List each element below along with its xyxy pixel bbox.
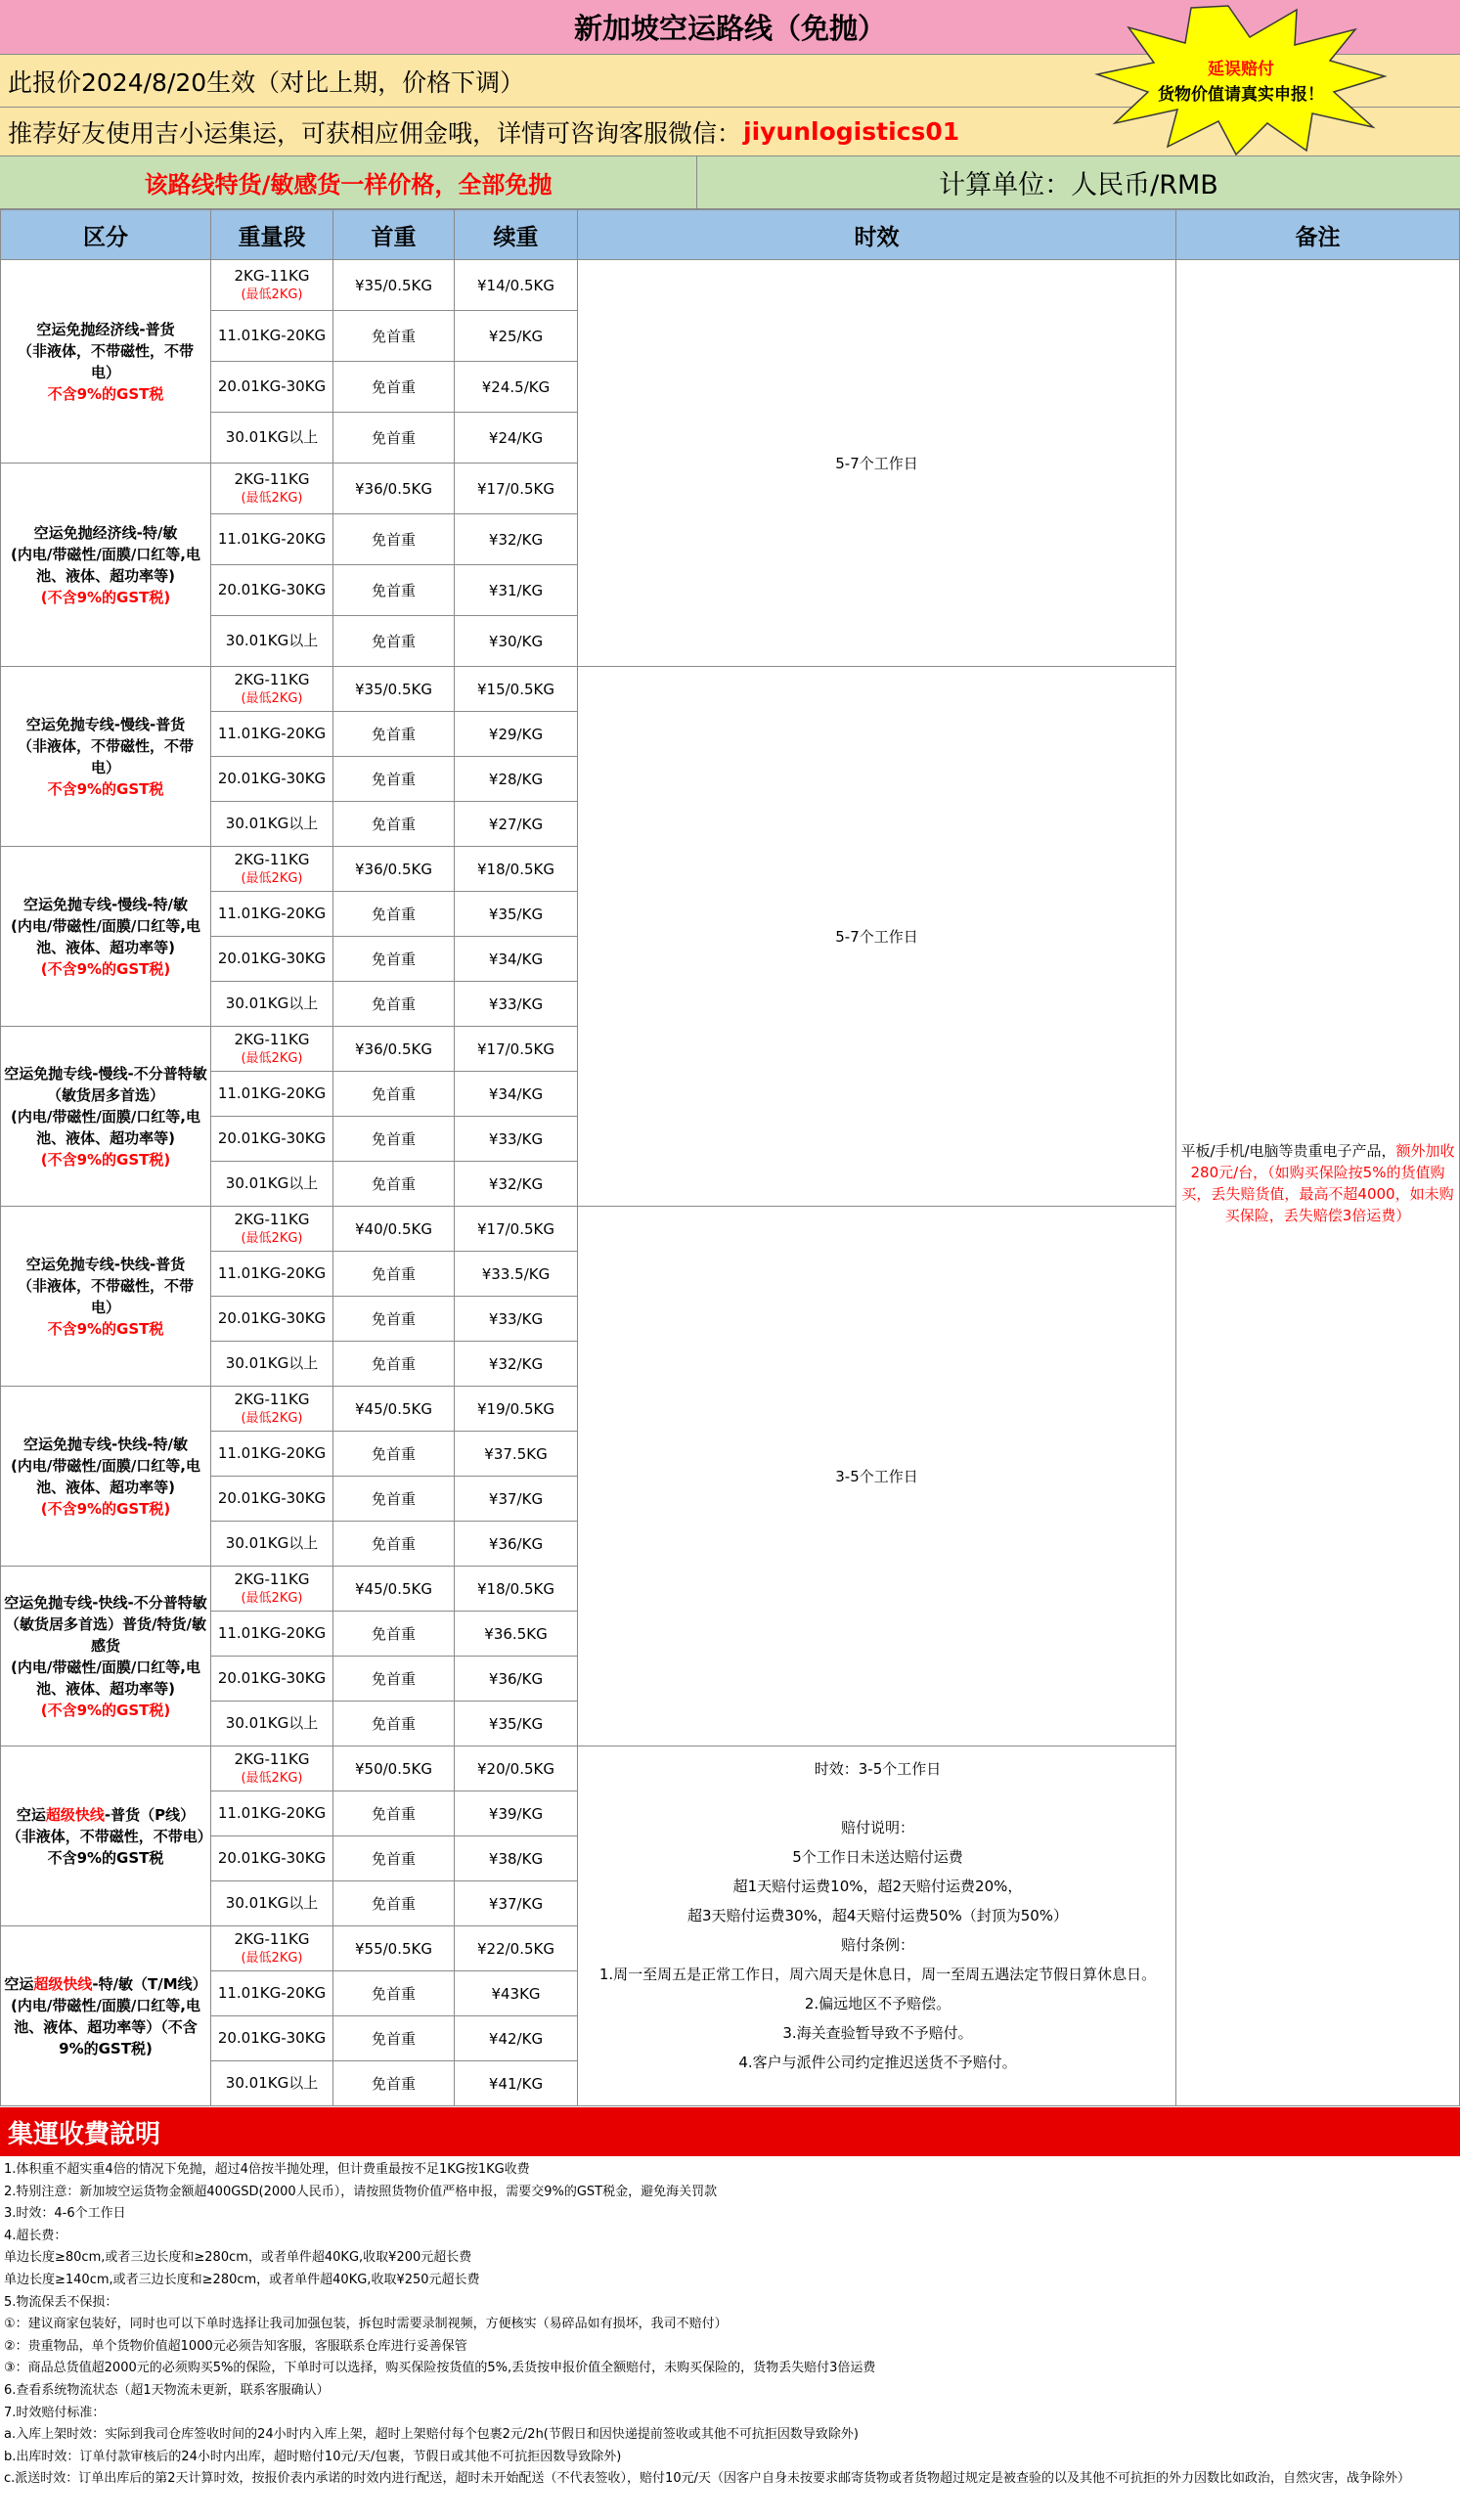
continued-weight-price: ¥14/0.5KG [455, 260, 578, 311]
compensation-note-line: 超1天赔付运费10%，超2天赔付运费20%， [732, 1878, 1023, 1895]
min-weight-note: (最低2KG) [241, 870, 303, 886]
column-header: 区分 [1, 210, 211, 260]
weight-tier: 30.01KG以上 [225, 632, 319, 649]
compensation-note-line: 赔付条例： [840, 1936, 914, 1954]
weight-tier-cell [211, 1567, 333, 1612]
remark-surcharge: 额外加收280元/台，（如购买保险按5%的货值购买，丢失赔货值，最高不超4000，如未购买保险，丢失赔偿3倍运费） [1181, 1141, 1455, 1224]
weight-tier: 2KG-11KG [234, 1030, 310, 1048]
continued-weight-price: ¥17/0.5KG [455, 1207, 578, 1252]
weight-tier-cell [211, 1971, 333, 2016]
continued-weight-price: ¥19/0.5KG [455, 1387, 578, 1432]
min-weight-note: (最低2KG) [241, 1050, 303, 1066]
weight-tier-cell [211, 667, 333, 712]
first-weight-price: 免首重 [333, 1881, 455, 1926]
weight-tier-cell [211, 982, 333, 1027]
first-weight-price: ¥40/0.5KG [333, 1207, 455, 1252]
column-header: 首重 [333, 210, 455, 260]
first-weight-price: 免首重 [333, 2016, 455, 2061]
min-weight-note: (最低2KG) [241, 1230, 303, 1246]
collection-note-line: ①：建议商家包装好，同时也可以下单时选择让我司加强包装，拆包时需要录制视频，方便核实（易碎品如有损坏，我司不赔付） [4, 2317, 728, 2332]
referral-text: 推荐好友使用吉小运集运，可获相应佣金哦，详情可咨询客服微信： [8, 118, 742, 148]
collection-note-line: ③：商品总货值超2000元的必须购买5%的保险，下单时可以选择，购买保险按货值的5%,丢货按申报价值全额赔付，未购买保险的，货物丢失赔付3倍运费 [4, 2361, 876, 2376]
continued-weight-price: ¥17/0.5KG [455, 1027, 578, 1072]
compensation-note-line: 2.偏远地区不予赔偿。 [804, 1995, 951, 2012]
first-weight-price: 免首重 [333, 1836, 455, 1881]
tax-note: 不含9%的GST税 [47, 1319, 164, 1338]
continued-weight-price: ¥35/KG [455, 892, 578, 937]
weight-tier: 11.01KG-20KG [217, 530, 327, 548]
route-scope: (内电/带磁性/面膜/口红等,电池、液体、超功率等）（不含9%的GST税) [11, 1996, 200, 2057]
first-weight-price: 免首重 [333, 712, 455, 757]
continued-weight-price: ¥24.5/KG [455, 362, 578, 413]
tax-note: (不含9%的GST税) [40, 1499, 171, 1518]
weight-tier-cell [211, 1207, 333, 1252]
weight-tier: 20.01KG-30KG [217, 1129, 327, 1147]
route-scope: （非液体，不带磁性，不带电） [17, 736, 194, 776]
weight-tier-cell [211, 616, 333, 667]
first-weight-price: ¥50/0.5KG [333, 1746, 455, 1791]
min-weight-note: (最低2KG) [241, 1590, 303, 1606]
continued-weight-price: ¥43KG [455, 1971, 578, 2016]
rate-table [0, 209, 1460, 2106]
collection-note-line: a.入库上架时效：实际到我司仓库签收时间的24小时内入库上架，超时上架赔付每个包裹2元/2h(节假日和因快递提前签收或其他不可抗拒因数导致除外) [4, 2427, 859, 2443]
weight-tier: 20.01KG-30KG [217, 377, 327, 395]
continued-weight-price: ¥37/KG [455, 1477, 578, 1522]
weight-tier: 11.01KG-20KG [217, 1984, 327, 2002]
first-weight-price: ¥36/0.5KG [333, 847, 455, 892]
same-price-notice: 该路线特货/敏感货一样价格，全部免抛 [0, 156, 697, 208]
page-title: 新加坡空运路线（免抛） [0, 0, 1460, 55]
continued-weight-price: ¥34/KG [455, 1072, 578, 1117]
weight-tier: 2KG-11KG [234, 670, 310, 688]
weight-tier: 2KG-11KG [234, 1749, 310, 1768]
weight-tier: 2KG-11KG [234, 266, 310, 285]
weight-tier-cell [211, 1926, 333, 1971]
collection-notes [0, 2156, 1460, 2520]
continued-weight-price: ¥37.5KG [455, 1432, 578, 1477]
transit-time: 5-7个工作日 [578, 260, 1176, 667]
route-name-prefix: 空运 [4, 1974, 34, 1993]
first-weight-price: ¥36/0.5KG [333, 464, 455, 514]
weight-tier-cell [211, 1791, 333, 1836]
weight-tier-cell [211, 464, 333, 514]
tax-note: (不含9%的GST税) [40, 588, 171, 606]
weight-tier: 30.01KG以上 [225, 1354, 319, 1372]
weight-tier: 11.01KG-20KG [217, 327, 327, 344]
continued-weight-price: ¥39/KG [455, 1791, 578, 1836]
first-weight-price: 免首重 [333, 1342, 455, 1387]
route-cell [1, 847, 211, 1027]
route-cell [1, 1207, 211, 1387]
weight-tier: 2KG-11KG [234, 1390, 310, 1408]
weight-tier-cell [211, 311, 333, 362]
weight-tier-cell [211, 1881, 333, 1926]
first-weight-price: 免首重 [333, 2061, 455, 2106]
first-weight-price: 免首重 [333, 1971, 455, 2016]
continued-weight-price: ¥42/KG [455, 2016, 578, 2061]
weight-tier: 20.01KG-30KG [217, 1849, 327, 1867]
route-cell [1, 1746, 211, 1926]
route-name-suffix: -普货（P线） [104, 1805, 196, 1824]
collection-note-line: 3.时效：4-6个工作日 [4, 2206, 126, 2222]
weight-tier: 2KG-11KG [234, 1210, 310, 1228]
transit-time: 3-5个工作日 [578, 1207, 1176, 1746]
weight-tier-cell [211, 1027, 333, 1072]
route-name: 空运免抛专线-快线-普货 [25, 1255, 186, 1273]
table-row [1, 260, 1460, 311]
route-name-prefix: 空运 [16, 1805, 46, 1824]
continued-weight-price: ¥35/KG [455, 1702, 578, 1746]
weight-tier: 30.01KG以上 [225, 2074, 319, 2092]
weight-tier-cell [211, 1117, 333, 1162]
continued-weight-price: ¥31/KG [455, 565, 578, 616]
weight-tier-cell [211, 1252, 333, 1297]
weight-tier: 30.01KG以上 [225, 428, 319, 446]
weight-tier-cell [211, 1297, 333, 1342]
weight-tier: 11.01KG-20KG [217, 1804, 327, 1822]
route-scope: (内电/带磁性/面膜/口红等,电池、液体、超功率等) [11, 916, 200, 956]
tax-note: (不含9%的GST税) [40, 1701, 171, 1719]
route-name: 空运免抛专线-慢线-不分普特敏（敏货居多首选） [4, 1064, 207, 1104]
table-header-row [1, 210, 1460, 260]
continued-weight-price: ¥36/KG [455, 1522, 578, 1567]
route-cell [1, 1387, 211, 1567]
weight-tier-cell [211, 1477, 333, 1522]
route-scope: (内电/带磁性/面膜/口红等,电池、液体、超功率等) [11, 1658, 200, 1698]
weight-tier-cell [211, 1612, 333, 1657]
weight-tier: 30.01KG以上 [225, 1714, 319, 1732]
collection-note-line: c.派送时效：订单出库后的第2天计算时效，按报价表内承诺的时效内进行配送，超时未开始配送（不代表签收），赔付10元/天（因客户自身未按要求邮寄货物或者货物超过规定是被查验的以及其他不可抗拒的外力因数比如政治，自然灾害，战争除外） [4, 2471, 1410, 2487]
weight-tier-cell [211, 362, 333, 413]
continued-weight-price: ¥28/KG [455, 757, 578, 802]
min-weight-note: (最低2KG) [241, 1950, 303, 1966]
compensation-note-line: 4.客户与派件公司约定推迟送货不予赔付。 [738, 2054, 1017, 2071]
weight-tier-cell [211, 892, 333, 937]
route-cell [1, 260, 211, 464]
route-cell [1, 464, 211, 667]
weight-tier-cell [211, 413, 333, 464]
collection-note-line: 7.时效赔付标准： [4, 2405, 106, 2420]
compensation-note-line: 赔付说明： [840, 1819, 914, 1836]
weight-tier: 20.01KG-30KG [217, 770, 327, 787]
first-weight-price: 免首重 [333, 1297, 455, 1342]
weight-tier: 30.01KG以上 [225, 1534, 319, 1552]
column-header: 续重 [455, 210, 578, 260]
column-header: 重量段 [211, 210, 333, 260]
continued-weight-price: ¥32/KG [455, 514, 578, 565]
first-weight-price: ¥45/0.5KG [333, 1387, 455, 1432]
min-weight-note: (最低2KG) [241, 490, 303, 506]
continued-weight-price: ¥17/0.5KG [455, 464, 578, 514]
weight-tier-cell [211, 757, 333, 802]
weight-tier-cell [211, 1522, 333, 1567]
continued-weight-price: ¥36.5KG [455, 1612, 578, 1657]
weight-tier-cell [211, 1072, 333, 1117]
min-weight-note: (最低2KG) [241, 287, 303, 302]
collection-note-line: 单边长度≥80cm,或者三边长度和≥280cm，或者单件超40KG,收取¥200元超长费 [4, 2250, 472, 2266]
weight-tier: 2KG-11KG [234, 469, 310, 488]
notice-bar [0, 156, 1460, 209]
weight-tier-cell [211, 565, 333, 616]
collection-note-line: 2.特别注意：新加坡空运货物金额超400GSD(2000人民币），请按照货物价值严格申报，需要交9%的GST税金，避免海关罚款 [4, 2184, 718, 2199]
first-weight-price: 免首重 [333, 1477, 455, 1522]
delay-compensation-label: 延误赔付 [1208, 60, 1274, 79]
route-cell [1, 667, 211, 847]
route-scope: （非液体，不带磁性，不带电）不含9%的GST税 [6, 1827, 205, 1867]
weight-tier-cell [211, 1702, 333, 1746]
first-weight-price: 免首重 [333, 1612, 455, 1657]
continued-weight-price: ¥33/KG [455, 1117, 578, 1162]
route-cell [1, 1926, 211, 2106]
first-weight-price: 免首重 [333, 982, 455, 1027]
weight-tier-cell [211, 802, 333, 847]
continued-weight-price: ¥18/0.5KG [455, 1567, 578, 1612]
first-weight-price: 免首重 [333, 1252, 455, 1297]
weight-tier: 11.01KG-20KG [217, 905, 327, 922]
weight-tier: 20.01KG-30KG [217, 1309, 327, 1327]
first-weight-price: 免首重 [333, 892, 455, 937]
remark-text: 平板/手机/电脑等贵重电子产品， [1180, 1141, 1396, 1160]
route-scope: (内电/带磁性/面膜/口红等,电池、液体、超功率等) [11, 1107, 200, 1147]
column-header: 时效 [578, 210, 1176, 260]
route-name: 空运免抛专线-快线-不分普特敏（敏货居多首选）普货/特货/敏感货 [4, 1593, 207, 1655]
continued-weight-price: ¥24/KG [455, 413, 578, 464]
weight-tier: 11.01KG-20KG [217, 1444, 327, 1462]
weight-tier-cell [211, 1657, 333, 1702]
first-weight-price: 免首重 [333, 757, 455, 802]
tax-note: 不含9%的GST税 [47, 779, 164, 798]
continued-weight-price: ¥33/KG [455, 1297, 578, 1342]
wechat-id: jiyunlogistics01 [743, 117, 960, 146]
continued-weight-price: ¥32/KG [455, 1342, 578, 1387]
effective-date-text: 此报价2024/8/20生效（对比上期，价格下调） [8, 67, 525, 97]
first-weight-price: 免首重 [333, 802, 455, 847]
route-name: 空运免抛专线-慢线-特/敏 [23, 895, 188, 913]
compensation-note-line [582, 1784, 1173, 1813]
route-scope: （非液体，不带磁性，不带电） [17, 341, 194, 381]
collection-note-line: 6.查看系统物流状态（超1天物流未更新，联系客服确认） [4, 2382, 330, 2398]
weight-tier: 11.01KG-20KG [217, 1624, 327, 1642]
compensation-note-line: 1.周一至周五是正常工作日，周六周天是休息日，周一至周五遇法定节假日算休息日。 [598, 1966, 1157, 1983]
collection-note-line: b.出库时效：订单付款审核后的24小时内出库，超时赔付10元/天/包裹，节假日或其他不可抗拒因数导致除外) [4, 2449, 622, 2464]
weight-tier-cell [211, 712, 333, 757]
compensation-note-line: 3.海关查验暂导致不予赔付。 [782, 2024, 973, 2042]
route-cell [1, 1567, 211, 1746]
weight-tier: 30.01KG以上 [225, 1894, 319, 1912]
first-weight-price: ¥55/0.5KG [333, 1926, 455, 1971]
route-name: 空运免抛经济线-普货 [36, 320, 175, 338]
route-name: 空运免抛专线-慢线-普货 [25, 715, 186, 733]
collection-title: 集運收費說明 [0, 2107, 1460, 2156]
collection-note-line: ②：贵重物品，单个货物价值超1000元必须告知客服，客服联系仓库进行妥善保管 [4, 2338, 467, 2354]
continued-weight-price: ¥22/0.5KG [455, 1926, 578, 1971]
first-weight-price: ¥36/0.5KG [333, 1027, 455, 1072]
transit-time: 5-7个工作日 [578, 667, 1176, 1207]
route-name-highlight: 超级快线 [45, 1805, 105, 1824]
weight-tier: 20.01KG-30KG [217, 2029, 327, 2047]
weight-tier: 2KG-11KG [234, 1929, 310, 1948]
first-weight-price: 免首重 [333, 362, 455, 413]
column-header: 备注 [1176, 210, 1460, 260]
continued-weight-price: ¥37/KG [455, 1881, 578, 1926]
weight-tier-cell [211, 1746, 333, 1791]
tax-note: 不含9%的GST税 [47, 384, 164, 403]
weight-tier-cell [211, 514, 333, 565]
continued-weight-price: ¥33/KG [455, 982, 578, 1027]
weight-tier: 11.01KG-20KG [217, 1084, 327, 1102]
route-name-suffix: -特/敏（T/M线） [92, 1974, 207, 1993]
first-weight-price: 免首重 [333, 311, 455, 362]
starburst-text [1093, 57, 1389, 108]
first-weight-price: 免首重 [333, 565, 455, 616]
route-scope: （非液体，不带磁性，不带电） [17, 1276, 194, 1316]
continued-weight-price: ¥38/KG [455, 1836, 578, 1881]
route-scope: (内电/带磁性/面膜/口红等,电池、液体、超功率等) [11, 545, 200, 585]
first-weight-price: 免首重 [333, 1072, 455, 1117]
first-weight-price: 免首重 [333, 937, 455, 982]
weight-tier-cell [211, 2061, 333, 2106]
weight-tier-cell [211, 1836, 333, 1881]
tax-note: (不含9%的GST税) [40, 1150, 171, 1169]
first-weight-price: 免首重 [333, 1702, 455, 1746]
first-weight-price: 免首重 [333, 1791, 455, 1836]
weight-tier: 20.01KG-30KG [217, 1489, 327, 1507]
route-scope: (内电/带磁性/面膜/口红等,电池、液体、超功率等) [11, 1456, 200, 1496]
min-weight-note: (最低2KG) [241, 1770, 303, 1786]
first-weight-price: 免首重 [333, 1162, 455, 1207]
continued-weight-price: ¥20/0.5KG [455, 1746, 578, 1791]
continued-weight-price: ¥15/0.5KG [455, 667, 578, 712]
weight-tier: 20.01KG-30KG [217, 950, 327, 967]
currency-unit: 计算单位：人民币/RMB [939, 170, 1218, 200]
weight-tier: 11.01KG-20KG [217, 1264, 327, 1282]
first-weight-price: ¥45/0.5KG [333, 1567, 455, 1612]
continued-weight-price: ¥25/KG [455, 311, 578, 362]
compensation-note-line: 超3天赔付运费30%，超4天赔付运费50%（封顶为50%） [686, 1907, 1069, 1924]
weight-tier: 11.01KG-20KG [217, 725, 327, 742]
min-weight-note: (最低2KG) [241, 1410, 303, 1426]
weight-tier: 2KG-11KG [234, 850, 310, 868]
first-weight-price: 免首重 [333, 1522, 455, 1567]
first-weight-price: 免首重 [333, 1432, 455, 1477]
weight-tier-cell [211, 1387, 333, 1432]
weight-tier-cell [211, 937, 333, 982]
declare-value-label: 货物价值请真实申报！ [1158, 85, 1324, 105]
remark-cell [1176, 260, 1460, 2106]
first-weight-price: 免首重 [333, 514, 455, 565]
route-name: 空运免抛经济线-特/敏 [33, 523, 178, 542]
weight-tier: 2KG-11KG [234, 1569, 310, 1588]
weight-tier-cell [211, 260, 333, 311]
weight-tier-cell [211, 1342, 333, 1387]
first-weight-price: ¥35/0.5KG [333, 260, 455, 311]
route-cell [1, 1027, 211, 1207]
weight-tier: 30.01KG以上 [225, 815, 319, 832]
collection-note-line: 单边长度≥140cm,或者三边长度和≥280cm，或者单件超40KG,收取¥250元超长费 [4, 2272, 480, 2287]
continued-weight-price: ¥27/KG [455, 802, 578, 847]
weight-tier-cell [211, 1162, 333, 1207]
weight-tier-cell [211, 847, 333, 892]
tax-note: (不含9%的GST税) [40, 959, 171, 978]
rate-table-body [1, 260, 1460, 2106]
continued-weight-price: ¥32/KG [455, 1162, 578, 1207]
collection-note-line: 5.物流保丢不保损： [4, 2294, 118, 2310]
continued-weight-price: ¥36/KG [455, 1657, 578, 1702]
collection-note-line: 1.体积重不超实重4倍的情况下免抛，超过4倍按半抛处理，但计费重最按不足1KG按1KG收费 [4, 2162, 530, 2177]
continued-weight-price: ¥41/KG [455, 2061, 578, 2106]
weight-tier: 30.01KG以上 [225, 1174, 319, 1192]
first-weight-price: 免首重 [333, 1117, 455, 1162]
weight-tier-cell [211, 2016, 333, 2061]
first-weight-price: 免首重 [333, 413, 455, 464]
weight-tier: 20.01KG-30KG [217, 1669, 327, 1687]
weight-tier: 30.01KG以上 [225, 995, 319, 1012]
first-weight-price: 免首重 [333, 1657, 455, 1702]
first-weight-price: 免首重 [333, 616, 455, 667]
continued-weight-price: ¥34/KG [455, 937, 578, 982]
compensation-note-line: 5个工作日未送达赔付运费 [792, 1848, 963, 1866]
continued-weight-price: ¥33.5/KG [455, 1252, 578, 1297]
continued-weight-price: ¥29/KG [455, 712, 578, 757]
weight-tier-cell [211, 1432, 333, 1477]
route-name-highlight: 超级快线 [33, 1974, 93, 1993]
continued-weight-price: ¥18/0.5KG [455, 847, 578, 892]
weight-tier: 20.01KG-30KG [217, 581, 327, 598]
compensation-note-line: 时效：3-5个工作日 [814, 1760, 942, 1778]
compensation-notes [578, 1746, 1176, 2106]
collection-note-line: 4.超长费： [4, 2228, 67, 2243]
route-name: 空运免抛专线-快线-特/敏 [23, 1435, 188, 1453]
continued-weight-price: ¥30/KG [455, 616, 578, 667]
first-weight-price: ¥35/0.5KG [333, 667, 455, 712]
min-weight-note: (最低2KG) [241, 690, 303, 706]
